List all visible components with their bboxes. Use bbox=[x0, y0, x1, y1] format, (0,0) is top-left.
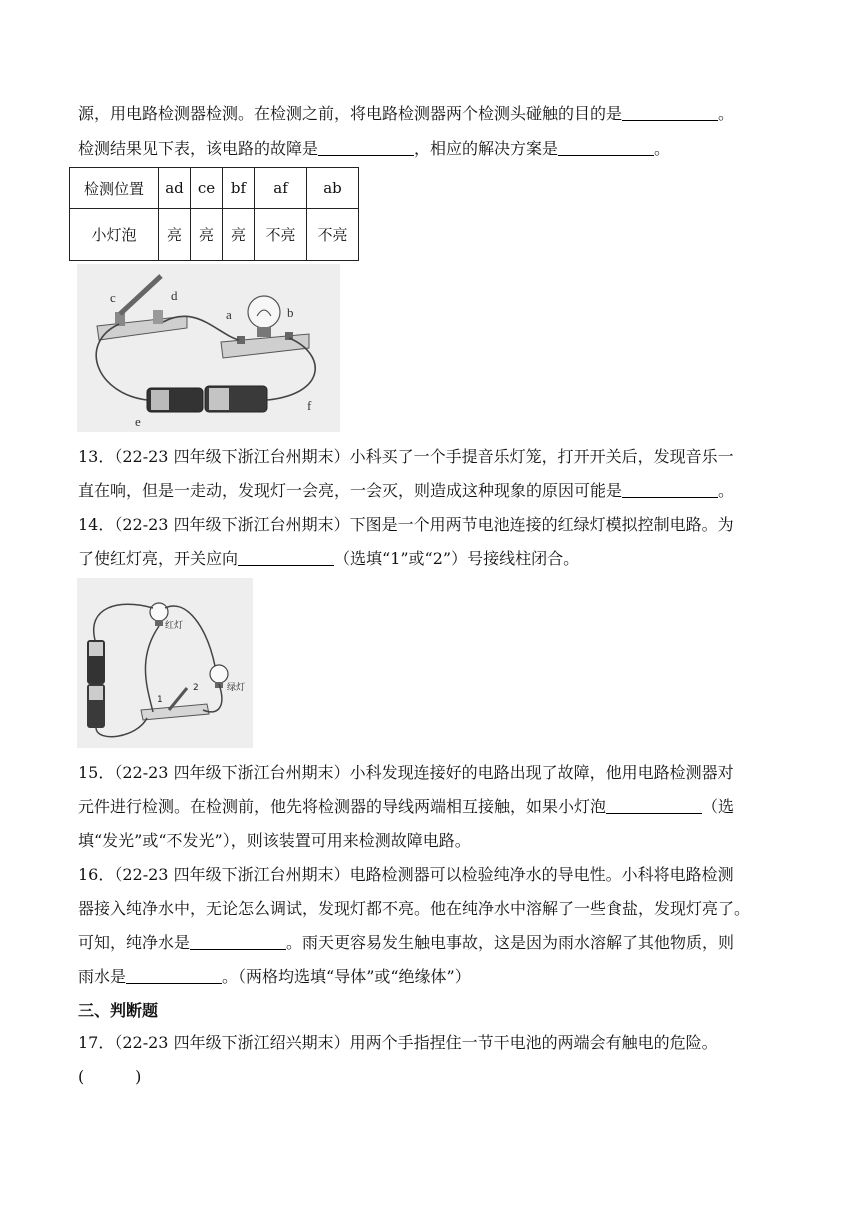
label-red-light: 红灯 bbox=[165, 621, 184, 631]
question-text: 填“发光”或“不发光”），则该装置可用来检测故障电路。 bbox=[78, 831, 471, 850]
question-text: ，相应的解决方案是 bbox=[414, 139, 559, 158]
question-text: 14．（22-23 四年级下浙江台州期末）下图是一个用两节电池连接的红绿灯模拟控制电路。为 bbox=[78, 515, 734, 534]
label-green-light: 绿灯 bbox=[227, 683, 246, 693]
question-text: 13．（22-23 四年级下浙江台州期末）小科买了一个手提音乐灯笼，打开开关后，发现音乐一 bbox=[78, 447, 734, 466]
section-heading: 三、判断题 bbox=[78, 1001, 159, 1020]
red-bulb bbox=[150, 603, 168, 621]
answer-blank[interactable] bbox=[126, 967, 222, 984]
circuit-photo-2 bbox=[77, 578, 253, 748]
answer-blank[interactable] bbox=[318, 139, 414, 156]
question-text: 检测结果见下表，该电路的故障是 bbox=[78, 139, 319, 158]
table-cell: 亮 bbox=[159, 209, 191, 261]
question-text: 可知，纯净水是 bbox=[78, 933, 191, 952]
answer-blank[interactable] bbox=[622, 104, 718, 121]
question-text: 17．（22-23 四年级下浙江绍兴期末）用两个手指捏住一节干电池的两端会有触电的危险。 bbox=[78, 1033, 718, 1052]
question-16-line-2 bbox=[78, 898, 750, 920]
table-cell: bf bbox=[223, 168, 255, 209]
question-text: 16．（22-23 四年级下浙江台州期末）电路检测器可以检验纯净水的导电性。小科将电路检测 bbox=[78, 865, 734, 884]
question-text: 元件进行检测。在检测前，他先将检测器的导线两端相互接触，如果小灯泡 bbox=[78, 797, 607, 816]
detection-table bbox=[69, 167, 359, 261]
label-d: d bbox=[171, 288, 178, 303]
label-c: c bbox=[110, 290, 116, 305]
question-15-line-1 bbox=[78, 762, 734, 784]
table-cell: af bbox=[255, 168, 307, 209]
question-13-line-2 bbox=[78, 480, 734, 502]
label-b: b bbox=[287, 305, 294, 320]
green-bulb bbox=[210, 665, 228, 683]
question-15-line-3 bbox=[78, 830, 471, 852]
question-16-line-4 bbox=[78, 966, 471, 988]
answer-blank[interactable] bbox=[622, 481, 718, 498]
table-row bbox=[70, 168, 359, 209]
table-cell: 不亮 bbox=[307, 209, 359, 261]
label-f: f bbox=[307, 398, 312, 413]
question-text: 了使红灯亮，开关应向 bbox=[78, 549, 239, 568]
answer-blank[interactable] bbox=[558, 139, 654, 156]
question-16-line-1 bbox=[78, 864, 734, 886]
question-14-line-1 bbox=[78, 514, 734, 536]
text-line-2 bbox=[78, 138, 670, 160]
question-text: 源，用电路检测器检测。在检测之前，将电路检测器两个检测头碰触的目的是 bbox=[78, 104, 623, 123]
table-header-label: 检测位置 bbox=[70, 168, 159, 209]
label-terminal-1: 1 bbox=[157, 695, 163, 705]
question-text: 直在响，但是一走动，发现灯一会亮，一会灭，则造成这种现象的原因可能是 bbox=[78, 481, 623, 500]
question-17-line-1 bbox=[78, 1032, 718, 1054]
table-cell: 不亮 bbox=[255, 209, 307, 261]
bulb bbox=[248, 296, 280, 328]
punctuation: 。 bbox=[654, 139, 671, 158]
table-cell: 亮 bbox=[223, 209, 255, 261]
question-text: 。（两格均选填“导体”或“绝缘体”） bbox=[222, 967, 471, 986]
question-text: 。雨天更容易发生触电事故，这是因为雨水溶解了其他物质，则 bbox=[286, 933, 735, 952]
label-e: e bbox=[135, 414, 141, 429]
answer-parentheses[interactable]: ( ) bbox=[78, 1067, 142, 1086]
question-16-line-3 bbox=[78, 932, 734, 954]
terminal-d bbox=[153, 310, 163, 324]
question-text: 雨水是 bbox=[78, 967, 127, 986]
answer-blank[interactable] bbox=[190, 933, 286, 950]
question-text: （选 bbox=[702, 797, 735, 816]
table-cell: 亮 bbox=[191, 209, 223, 261]
punctuation: 。 bbox=[718, 104, 735, 123]
question-text: （选填“1”或“2”）号接线柱闭合。 bbox=[334, 549, 580, 568]
label-a: a bbox=[226, 307, 232, 322]
table-cell: ce bbox=[191, 168, 223, 209]
question-14-line-2 bbox=[78, 548, 579, 570]
question-text: 器接入纯净水中，无论怎么调试，发现灯都不亮。他在纯净水中溶解了一些食盐，发现灯亮了。 bbox=[78, 899, 751, 918]
text-line-1 bbox=[78, 103, 734, 125]
circuit-photo-1 bbox=[77, 264, 340, 432]
punctuation: 。 bbox=[718, 481, 735, 500]
table-cell: ab bbox=[307, 168, 359, 209]
table-row bbox=[70, 209, 359, 261]
answer-blank[interactable] bbox=[606, 797, 702, 814]
question-15-line-2 bbox=[78, 796, 734, 818]
table-row-label: 小灯泡 bbox=[70, 209, 159, 261]
question-text: 15．（22-23 四年级下浙江台州期末）小科发现连接好的电路出现了故障，他用电路检测器对 bbox=[78, 763, 734, 782]
table-cell: ad bbox=[159, 168, 191, 209]
label-terminal-2: 2 bbox=[193, 683, 199, 693]
answer-blank[interactable] bbox=[238, 549, 334, 566]
question-13-line-1 bbox=[78, 446, 734, 468]
